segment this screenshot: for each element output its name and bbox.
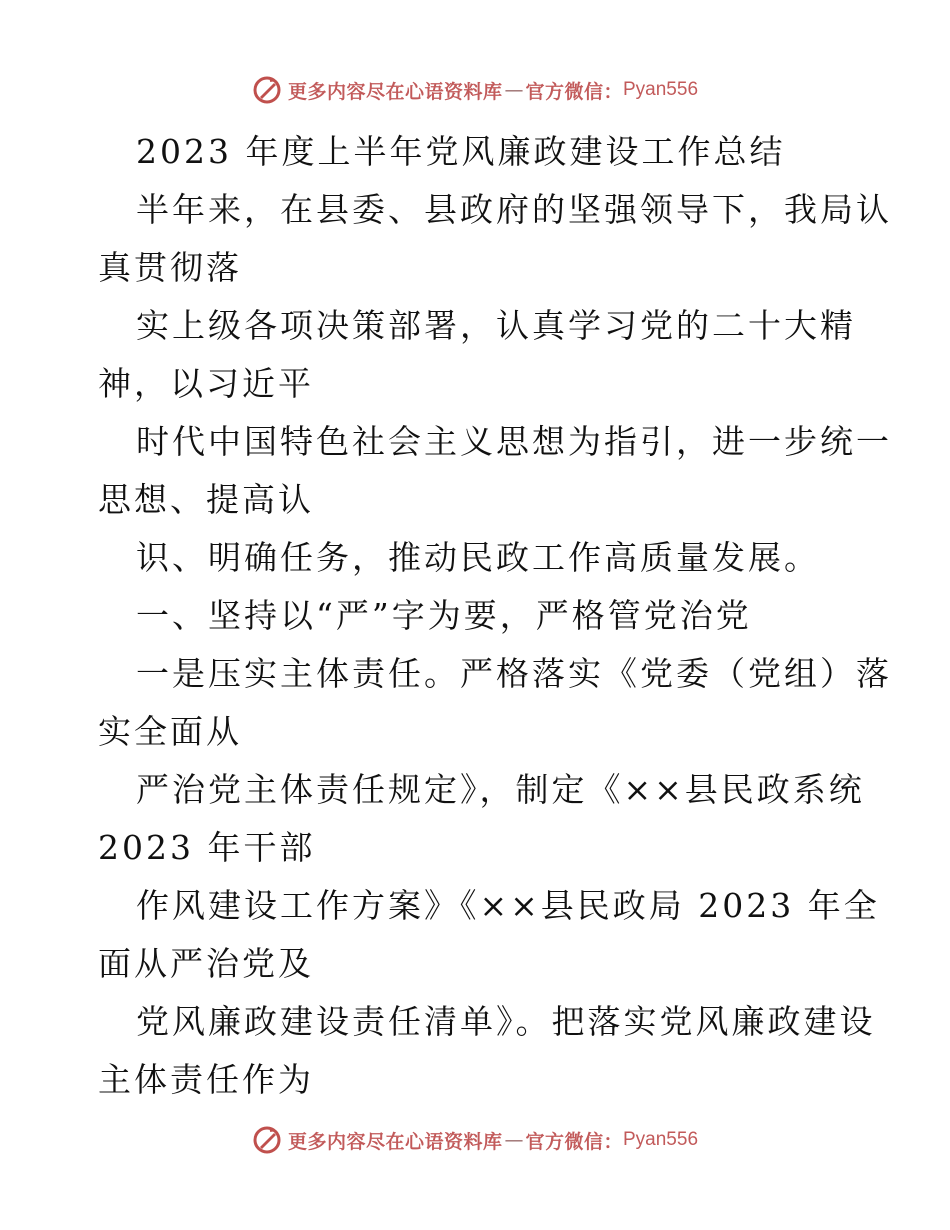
document-body	[98, 123, 892, 1109]
banner-wechat-id: Pyan556	[623, 79, 699, 100]
banner-site-name: 更多内容尽在心语资料库	[287, 80, 503, 103]
paragraph-line: 时代中国特色社会主义思想为指引，进一步统一	[136, 422, 892, 461]
paragraph-line: 一是压实主体责任。严格落实《党委（党组）落	[136, 654, 892, 693]
section-heading: 一、坚持以“严”字为要，严格管党治党	[136, 596, 752, 635]
document-title: 2023 年度上半年党风廉政建设工作总结	[136, 132, 786, 171]
paragraph-line: 主体责任作为	[98, 1060, 314, 1099]
banner-official-label: 官方微信：	[525, 80, 623, 103]
quill-pen-emblem-icon	[252, 1125, 282, 1155]
paragraph-line: 识、明确任务，推动民政工作高质量发展。	[136, 538, 820, 577]
paragraph-line: 实全面从	[98, 712, 242, 751]
paragraph-line: 真贯彻落	[98, 248, 242, 287]
paragraph-line: 半年来，在县委、县政府的坚强领导下，我局认	[136, 190, 892, 229]
paragraph-line: 实上级各项决策部署，认真学习党的二十大精	[136, 306, 856, 345]
banner-site-name: 更多内容尽在心语资料库	[287, 1130, 503, 1153]
paragraph-line: 神，以习近平	[98, 364, 314, 403]
banner-wechat-id: Pyan556	[623, 1129, 699, 1150]
banner-official-label: 官方微信：	[525, 1130, 623, 1153]
quill-pen-emblem-icon	[252, 75, 282, 105]
banner-separator: —	[504, 1129, 524, 1151]
paragraph-line: 党风廉政建设责任清单》。把落实党风廉政建设	[136, 1002, 876, 1041]
footer-watermark-banner	[0, 1122, 950, 1158]
paragraph-line: 面从严治党及	[98, 944, 314, 983]
paragraph-line: 思想、提高认	[98, 480, 314, 519]
banner-separator: —	[504, 79, 524, 101]
paragraph-line: 作风建设工作方案》《××县民政局 2023 年全	[136, 886, 880, 925]
header-watermark-banner	[0, 72, 950, 108]
paragraph-line: 严治党主体责任规定》，制定《××县民政系统	[136, 770, 865, 809]
paragraph-line: 2023 年干部	[98, 828, 316, 867]
